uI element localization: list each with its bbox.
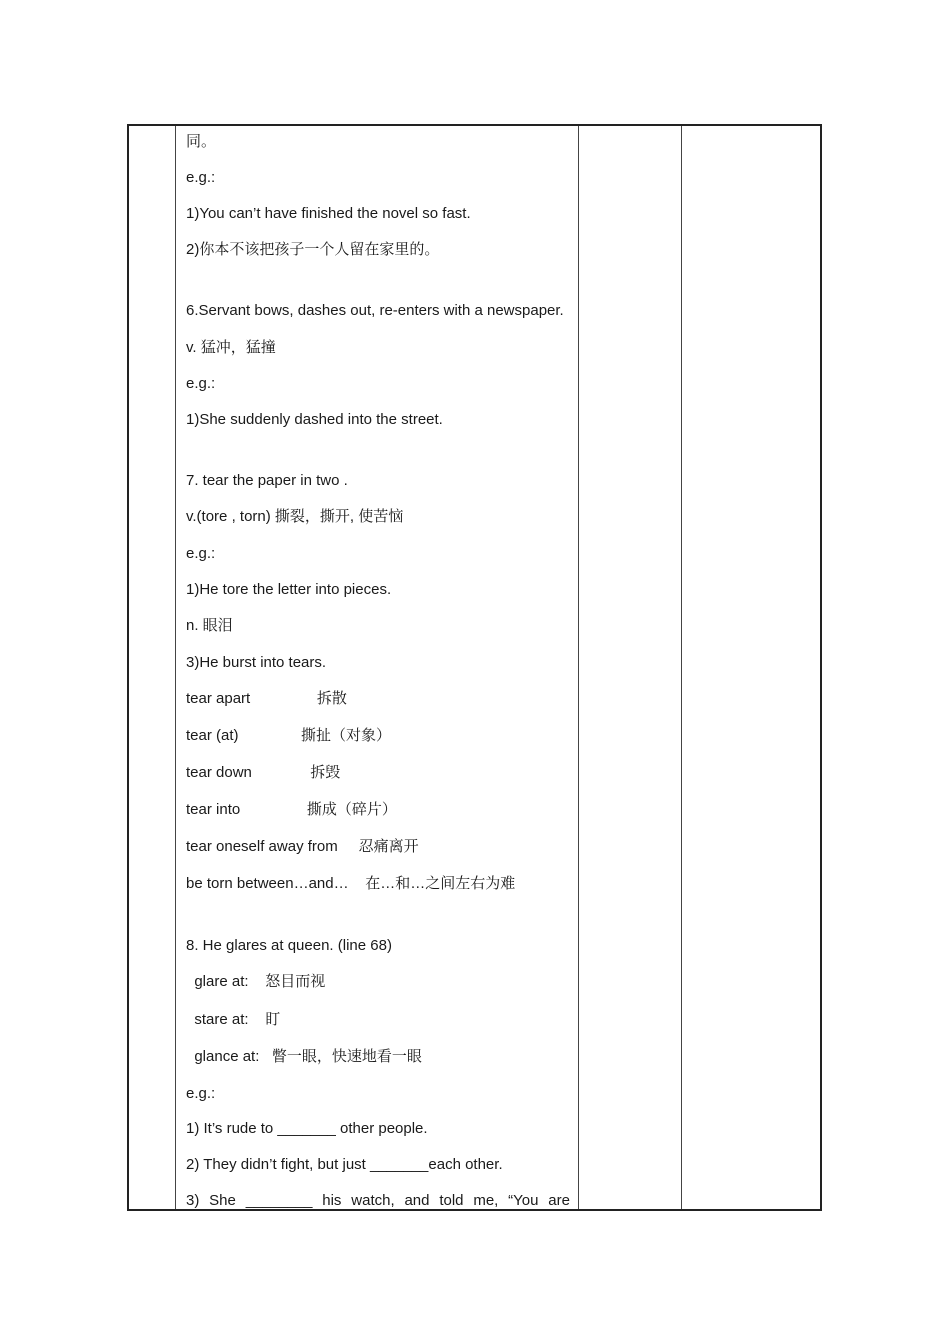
content-line: 1) It’s rude to _______ other people. xyxy=(186,1120,428,1137)
content-line: tear oneself away from 忍痛离开 xyxy=(186,838,419,855)
content-line: glare at: 怒目而视 xyxy=(186,973,326,990)
column-divider xyxy=(175,126,176,1209)
content-line: tear into 撕成（碎片） xyxy=(186,801,397,818)
content-line: 2)你本不该把孩子一个人留在家里的。 xyxy=(186,241,440,258)
content-line: 同。 xyxy=(186,133,217,150)
column-divider xyxy=(578,126,579,1209)
lesson-content-column xyxy=(186,126,578,1209)
content-line: glance at: 瞥一眼，快速地看一眼 xyxy=(186,1048,422,1065)
content-line: 8. He glares at queen. (line 68) xyxy=(186,937,392,954)
lesson-table xyxy=(127,124,822,1211)
content-line: 6.Servant bows, dashes out, re-enters with a newspaper. xyxy=(186,302,564,319)
content-line: tear down 拆毁 xyxy=(186,764,341,781)
content-line: tear apart 拆散 xyxy=(186,690,347,707)
content-line: v.(tore , torn) 撕裂，撕开, 使苦恼 xyxy=(186,508,404,525)
content-line: stare at: 盯 xyxy=(186,1011,281,1028)
content-line: e.g.: xyxy=(186,545,216,562)
content-line: 3)He burst into tears. xyxy=(186,654,327,671)
content-line: 1)He tore the letter into pieces. xyxy=(186,581,392,598)
content-line: be torn between…and… 在…和…之间左右为难 xyxy=(186,875,516,892)
content-line: 3) She ________ his watch, and told me, “You are xyxy=(186,1192,570,1209)
content-line: 1)You can’t have finished the novel so fast. xyxy=(186,205,471,222)
content-line: 1)She suddenly dashed into the street. xyxy=(186,411,443,428)
content-line: v. 猛冲，猛撞 xyxy=(186,339,276,356)
content-line: e.g.: xyxy=(186,169,216,186)
content-line: 2) They didn’t fight, but just _______each other. xyxy=(186,1156,503,1173)
content-line: 7. tear the paper in two . xyxy=(186,472,348,489)
content-line: e.g.: xyxy=(186,1085,216,1102)
content-line: tear (at) 撕扯（对象） xyxy=(186,727,392,744)
content-line: n. 眼泪 xyxy=(186,617,233,634)
column-divider xyxy=(681,126,682,1209)
content-line: e.g.: xyxy=(186,375,216,392)
